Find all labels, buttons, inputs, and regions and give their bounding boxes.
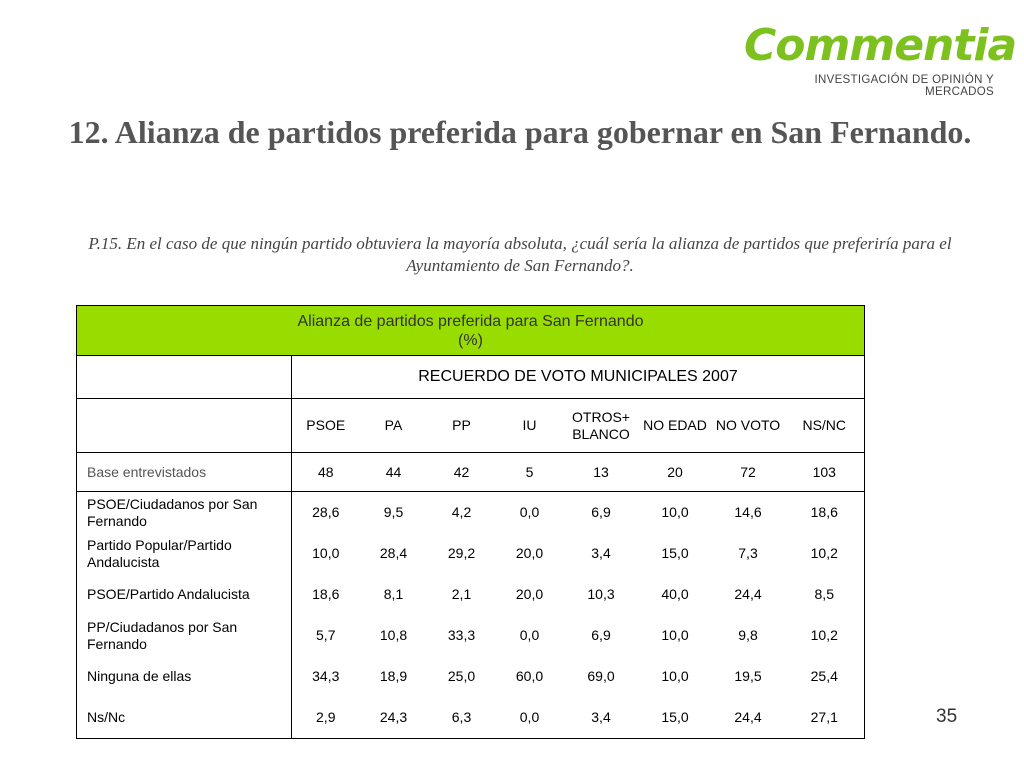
- table-cell: 20,0: [515, 545, 544, 561]
- table-header-title: Alianza de partidos preferida para San Fernando: [297, 312, 644, 330]
- table-cell: 20,0: [515, 586, 544, 602]
- table-cell: 25,0: [447, 668, 476, 684]
- column-header: NO VOTO: [712, 399, 785, 453]
- row-label: PSOE/Partido Andalucista: [77, 574, 292, 615]
- base-value: 13: [564, 453, 639, 492]
- table-cell: 29,2: [447, 545, 476, 561]
- table-cell: 3,4: [564, 697, 639, 739]
- base-value: 5: [496, 453, 564, 492]
- table-cell: 18,6: [312, 586, 340, 602]
- column-header: IU: [496, 399, 564, 453]
- table-cell: 0,0: [519, 627, 540, 643]
- table-row: [77, 574, 865, 615]
- table-cell: 69,0: [587, 668, 615, 684]
- row-label: PSOE/Ciudadanos por San Fernando: [77, 492, 292, 534]
- base-value: 20: [639, 453, 712, 492]
- table-cell: 25,4: [785, 656, 865, 697]
- table-body: [77, 306, 865, 739]
- table-cell: 60,0: [515, 668, 544, 684]
- row-label: Ninguna de ellas: [77, 656, 292, 697]
- base-value: 72: [712, 453, 785, 492]
- column-header: PSOE: [292, 399, 360, 453]
- table-cell: 15,0: [661, 545, 689, 561]
- group-header-row: [77, 356, 865, 399]
- table-header-unit: (%): [458, 331, 483, 349]
- table-row: [77, 533, 865, 574]
- column-header: NS/NC: [785, 399, 865, 453]
- table-cell: 27,1: [785, 697, 865, 739]
- column-header: PA: [360, 399, 428, 453]
- table-cell: 10,0: [661, 668, 689, 684]
- table-cell: 33,3: [447, 627, 476, 643]
- row-label: Ns/Nc: [77, 697, 292, 739]
- table-row: [77, 615, 865, 656]
- table-cell: 10,8: [379, 627, 408, 643]
- table-cell: 40,0: [661, 586, 689, 602]
- column-header: OTROS+ BLANCO: [564, 399, 639, 453]
- logo-name: Commentia: [744, 20, 1017, 71]
- logo-tagline: INVESTIGACIÓN DE OPINIÓN Y MERCADOS: [814, 74, 994, 98]
- base-value: 48: [292, 453, 360, 492]
- table-cell: 2,1: [451, 586, 472, 602]
- table-cell: 24,3: [360, 697, 428, 739]
- table-cell: 6,9: [591, 627, 611, 643]
- base-label: Base entrevistados: [77, 453, 292, 492]
- table-row: [77, 492, 865, 534]
- table-cell: 28,6: [312, 504, 340, 520]
- table-cell: 10,3: [587, 586, 615, 602]
- table-cell: 6,9: [591, 504, 611, 520]
- survey-question: P.15. En el caso de que ningún partido obtuviera la mayoría absoluta, ¿cuál sería la alianza de partidos que preferiría para el Ayuntamiento de San Fernando?.: [88, 234, 952, 275]
- page-title: 12. Alianza de partidos preferida para gobernar en San Fernando.: [68, 114, 972, 150]
- table-cell: 10,2: [785, 533, 865, 574]
- table-cell: 18,6: [785, 492, 865, 534]
- table-cell: 5,7: [316, 627, 336, 643]
- table-row: [77, 697, 865, 739]
- table-cell: 14,6: [734, 504, 762, 520]
- table-cell: 0,0: [519, 504, 540, 520]
- base-value: 42: [428, 453, 496, 492]
- column-header: PP: [428, 399, 496, 453]
- column-header-row: [77, 399, 865, 453]
- base-row: [77, 453, 865, 492]
- table-cell: 15,0: [639, 697, 712, 739]
- table-cell: 9,8: [738, 627, 758, 643]
- table-cell: 2,9: [292, 697, 360, 739]
- table-row: [77, 656, 865, 697]
- row-label: Partido Popular/Partido Andalucista: [77, 533, 292, 574]
- table-cell: 7,3: [738, 545, 758, 561]
- table-cell: 10,0: [661, 627, 689, 643]
- table-cell: 24,4: [712, 697, 785, 739]
- table-cell: 34,3: [312, 668, 340, 684]
- column-header: NO EDAD: [639, 399, 712, 453]
- row-label: PP/Ciudadanos por San Fernando: [77, 615, 292, 656]
- table-cell: 4,2: [451, 504, 472, 520]
- page-number: 35: [936, 706, 958, 727]
- table-cell: 3,4: [591, 545, 611, 561]
- table-header: [77, 306, 865, 356]
- table-cell: 10,2: [785, 615, 865, 656]
- table-header-row: [77, 306, 865, 356]
- table-cell: 10,0: [312, 545, 340, 561]
- group-header: RECUERDO DE VOTO MUNICIPALES 2007: [292, 356, 865, 399]
- base-value: 44: [360, 453, 428, 492]
- table-cell: 24,4: [734, 586, 762, 602]
- table-cell: 28,4: [379, 545, 408, 561]
- results-table: [76, 305, 865, 739]
- base-value: 103: [785, 453, 865, 492]
- commentia-logo: [744, 20, 1017, 98]
- table-cell: 19,5: [734, 668, 762, 684]
- table-cell: 8,5: [785, 574, 865, 615]
- empty-corner-cell: [77, 356, 292, 399]
- table-cell: 9,5: [383, 504, 404, 520]
- table-cell: 18,9: [379, 668, 408, 684]
- table-cell: 0,0: [496, 697, 564, 739]
- table-cell: 6,3: [428, 697, 496, 739]
- table-cell: 10,0: [661, 504, 689, 520]
- empty-label-cell: [77, 399, 292, 453]
- table-cell: 8,1: [383, 586, 404, 602]
